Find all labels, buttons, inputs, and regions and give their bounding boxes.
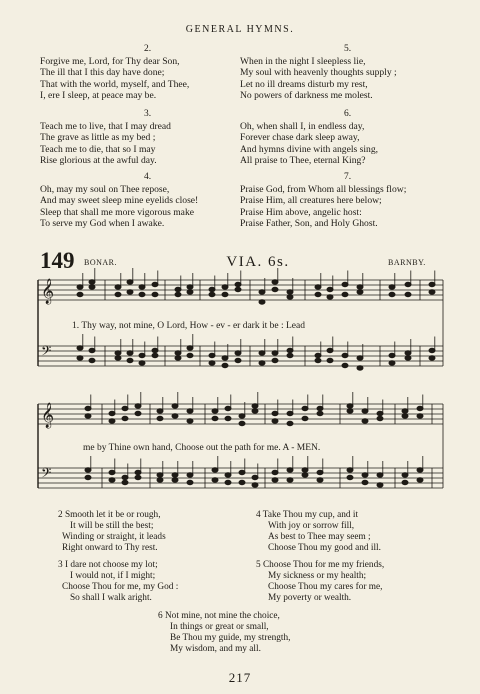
note-head — [259, 300, 265, 304]
note-head — [327, 295, 333, 299]
note-head — [77, 285, 83, 289]
note-head — [135, 475, 141, 479]
note-head — [109, 470, 115, 474]
note-head — [342, 292, 348, 296]
note-head — [235, 351, 241, 355]
note-head — [315, 285, 321, 289]
note-head — [239, 480, 245, 484]
note-head — [212, 409, 218, 413]
note-head — [429, 348, 435, 352]
note-head — [315, 358, 321, 362]
note-head — [252, 475, 258, 479]
verse-4 — [256, 510, 381, 554]
page-number: 217 — [228, 670, 252, 685]
note-head — [172, 404, 178, 408]
note-head — [357, 285, 363, 289]
note-head — [235, 358, 241, 362]
note-head — [127, 280, 133, 284]
stanza-line: I, ere I sleep, at peace may be. — [40, 89, 157, 101]
note-head — [175, 356, 181, 360]
stanza-line: Let no ill dreams disturb my rest, — [240, 78, 368, 90]
note-head — [139, 353, 145, 357]
verse-line: Right onward to Thy rest. — [62, 543, 158, 553]
note-head — [115, 292, 121, 296]
note-head — [109, 478, 115, 482]
note-head — [287, 478, 293, 482]
stanza-line: Praise Father, Son, and Holy Ghost. — [240, 217, 378, 229]
stanza-line: Teach me to live, that I may dread — [40, 121, 171, 133]
note-head — [77, 356, 83, 360]
note-head — [357, 290, 363, 294]
note-head — [429, 290, 435, 294]
note-head — [122, 406, 128, 410]
verse-line: 4 Take Thou my cup, and it — [256, 510, 359, 520]
verse-line: 2 Smooth let it be or rough, — [58, 510, 161, 520]
note-head — [239, 421, 245, 425]
note-head — [417, 406, 423, 410]
note-head — [402, 480, 408, 484]
note-head — [157, 478, 163, 482]
note-head — [239, 470, 245, 474]
note-head — [85, 468, 91, 472]
verse-line: Winding or straight, it leads — [62, 532, 166, 542]
note-head — [252, 483, 258, 487]
stanza-line: Oh, may my soul on Thee repose, — [40, 184, 170, 196]
bass-clef-icon: 𝄢 — [41, 465, 52, 484]
note-head — [115, 351, 121, 355]
note-head — [402, 473, 408, 477]
note-head — [357, 366, 363, 370]
note-head — [225, 473, 231, 477]
note-head — [347, 404, 353, 408]
note-head — [187, 409, 193, 413]
verse-line: With joy or sorrow fill, — [268, 521, 355, 531]
lyric-line-2: me by Thine own hand, Choose out the path for me. A - MEN. — [83, 443, 321, 453]
note-head — [405, 351, 411, 355]
note-head — [302, 468, 308, 472]
note-head — [157, 416, 163, 420]
verse-6 — [158, 611, 290, 655]
note-head — [212, 478, 218, 482]
note-head — [209, 361, 215, 365]
stanza-line: Praise Him, all creatures here below; — [240, 195, 382, 207]
running-header: GENERAL HYMNS. — [185, 24, 295, 35]
note-head — [287, 421, 293, 425]
note-head — [152, 292, 158, 296]
note-head — [157, 409, 163, 413]
note-head — [85, 406, 91, 410]
tune-name: VIA. 6s. — [226, 254, 290, 270]
note-head — [287, 348, 293, 352]
verse-line: 3 I dare not choose my lot; — [58, 560, 158, 570]
note-head — [222, 356, 228, 360]
note-head — [135, 470, 141, 474]
note-head — [187, 419, 193, 423]
note-head — [405, 292, 411, 296]
stanza-line: Forever chase dark sleep away, — [240, 132, 360, 144]
verse-line: As best to Thee may seem ; — [268, 532, 371, 542]
note-head — [402, 409, 408, 413]
note-head — [315, 353, 321, 357]
note-head — [347, 475, 353, 479]
stanza-number: 6. — [343, 109, 352, 119]
note-head — [89, 348, 95, 352]
note-head — [139, 285, 145, 289]
note-head — [357, 356, 363, 360]
note-head — [85, 475, 91, 479]
note-head — [209, 353, 215, 357]
note-head — [209, 287, 215, 291]
note-head — [77, 292, 83, 296]
note-head — [252, 404, 258, 408]
verse-line: 6 Not mine, not mine the choice, — [158, 611, 280, 621]
note-head — [389, 361, 395, 365]
verse-line: Choose Thou my good and ill. — [268, 543, 381, 553]
note-head — [429, 282, 435, 286]
note-head — [417, 414, 423, 418]
hymn-author: BONAR. — [84, 258, 118, 267]
verse-line: 5 Choose Thou for me my friends, — [256, 560, 385, 570]
note-head — [317, 411, 323, 415]
verse-line: Choose Thou for me, my God : — [62, 582, 179, 592]
stanza-line: No powers of darkness me molest. — [240, 89, 373, 101]
note-head — [347, 468, 353, 472]
verse-line: My poverty or wealth. — [268, 593, 352, 603]
note-head — [135, 411, 141, 415]
stanza-line: Praise God, from Whom all blessings flow; — [240, 184, 407, 196]
verse-line: Be Thou my guide, my strength, — [170, 633, 291, 643]
note-head — [417, 478, 423, 482]
note-head — [429, 356, 435, 360]
stanza-line: When in the night I sleepless lie, — [240, 56, 366, 68]
stanza-line: The grave as little as my bed ; — [40, 132, 156, 144]
note-head — [302, 473, 308, 477]
note-head — [315, 292, 321, 296]
note-head — [377, 411, 383, 415]
note-head — [175, 351, 181, 355]
note-head — [405, 282, 411, 286]
stanza-line: Forgive me, Lord, for Thy dear Son, — [40, 56, 180, 68]
note-head — [122, 416, 128, 420]
note-head — [252, 409, 258, 413]
note-head — [152, 353, 158, 357]
stanza-line: The ill that I this day have done; — [40, 67, 165, 79]
note-head — [389, 285, 395, 289]
bass-clef-icon: 𝄢 — [41, 343, 52, 362]
verse-line: In things or great or small, — [170, 622, 269, 632]
note-head — [327, 358, 333, 362]
note-head — [327, 348, 333, 352]
note-head — [362, 480, 368, 484]
note-head — [235, 287, 241, 291]
note-head — [302, 416, 308, 420]
stanza-line: Praise Him above, angelic host: — [240, 206, 362, 218]
note-head — [222, 285, 228, 289]
stanza-line: My soul with heavenly thoughts supply ; — [240, 67, 397, 79]
verse-line: My wisdom, and my all. — [170, 644, 261, 654]
note-head — [239, 414, 245, 418]
note-head — [139, 361, 145, 365]
note-head — [152, 348, 158, 352]
note-head — [89, 285, 95, 289]
note-head — [77, 346, 83, 350]
note-head — [272, 280, 278, 284]
stanza-number: 2. — [143, 44, 152, 54]
note-head — [389, 353, 395, 357]
note-head — [417, 468, 423, 472]
note-head — [225, 416, 231, 420]
verse-line: I would not, if I might; — [70, 571, 156, 581]
note-head — [272, 478, 278, 482]
lyric-line-1: 1. Thy way, not mine, O Lord, How - ev - er dark it be : Lead — [72, 321, 305, 331]
verse-5 — [256, 560, 384, 604]
hymn-composer: BARNBY. — [388, 258, 426, 267]
note-head — [109, 411, 115, 415]
stanza-line: Teach me to die, that so I may — [40, 143, 156, 155]
note-head — [259, 361, 265, 365]
stanza-line: All praise to Thee, eternal King? — [240, 154, 366, 166]
verse-line: So shall I walk aright. — [70, 593, 152, 603]
note-head — [317, 406, 323, 410]
note-head — [187, 480, 193, 484]
note-head — [187, 473, 193, 477]
verse-line: Choose Thou my cares for me, — [268, 582, 383, 592]
note-head — [225, 480, 231, 484]
note-head — [362, 409, 368, 413]
stanza-line: To serve my God when I awake. — [40, 217, 165, 229]
note-head — [109, 419, 115, 423]
note-head — [317, 478, 323, 482]
note-head — [342, 282, 348, 286]
note-head — [225, 406, 231, 410]
stanza-line: Oh, when shall I, in endless day, — [240, 121, 365, 133]
treble-clef-icon: 𝄞 — [41, 403, 55, 428]
note-head — [377, 483, 383, 487]
note-head — [172, 478, 178, 482]
note-head — [135, 404, 141, 408]
stanza-line: Sleep that shall me more vigorous make — [40, 206, 194, 218]
note-head — [222, 292, 228, 296]
note-head — [302, 406, 308, 410]
note-head — [122, 475, 128, 479]
note-head — [127, 358, 133, 362]
stanza-line: And hymns divine with angels sing, — [240, 143, 379, 155]
note-head — [175, 292, 181, 296]
stanza-number: 5. — [343, 44, 352, 54]
note-head — [287, 353, 293, 357]
note-head — [272, 351, 278, 355]
stanza-line: And may sweet sleep mine eyelids close! — [40, 195, 199, 207]
note-head — [287, 411, 293, 415]
stanza-line: Rise glorious at the awful day. — [40, 154, 157, 166]
stanza-line: That with the world, myself, and Thee, — [40, 78, 190, 90]
verse-line: My sickness or my health; — [268, 571, 367, 581]
stanza-number: 3. — [143, 109, 152, 119]
note-head — [287, 295, 293, 299]
note-head — [172, 473, 178, 477]
note-head — [127, 290, 133, 294]
note-head — [362, 419, 368, 423]
note-head — [157, 473, 163, 477]
verse-2 — [58, 510, 166, 554]
note-head — [259, 290, 265, 294]
note-head — [175, 287, 181, 291]
note-head — [127, 351, 133, 355]
note-head — [272, 411, 278, 415]
treble-clef-icon: 𝄞 — [41, 279, 55, 304]
note-head — [172, 414, 178, 418]
note-head — [347, 409, 353, 413]
note-head — [115, 356, 121, 360]
note-head — [317, 470, 323, 474]
note-head — [187, 346, 193, 350]
note-head — [139, 292, 145, 296]
note-head — [152, 282, 158, 286]
note-head — [235, 282, 241, 286]
note-head — [89, 358, 95, 362]
note-head — [212, 416, 218, 420]
note-head — [187, 353, 193, 357]
note-head — [272, 358, 278, 362]
note-head — [259, 351, 265, 355]
note-head — [222, 363, 228, 367]
note-head — [272, 419, 278, 423]
note-head — [342, 353, 348, 357]
note-head — [327, 287, 333, 291]
hymn-number: 149 — [40, 248, 75, 273]
note-head — [187, 285, 193, 289]
note-head — [287, 468, 293, 472]
note-head — [402, 414, 408, 418]
note-head — [389, 292, 395, 296]
stanza-number: 4. — [143, 172, 152, 182]
note-head — [272, 287, 278, 291]
verse-line: It will be still the best; — [70, 521, 154, 531]
note-head — [377, 416, 383, 420]
note-head — [362, 473, 368, 477]
note-head — [342, 363, 348, 367]
note-head — [122, 480, 128, 484]
note-head — [287, 290, 293, 294]
note-head — [377, 473, 383, 477]
note-head — [209, 292, 215, 296]
note-head — [115, 285, 121, 289]
note-head — [89, 280, 95, 284]
note-head — [212, 468, 218, 472]
note-head — [405, 356, 411, 360]
note-head — [187, 290, 193, 294]
note-head — [272, 470, 278, 474]
stanza-number: 7. — [343, 172, 352, 182]
verse-3 — [58, 560, 178, 604]
note-head — [85, 414, 91, 418]
